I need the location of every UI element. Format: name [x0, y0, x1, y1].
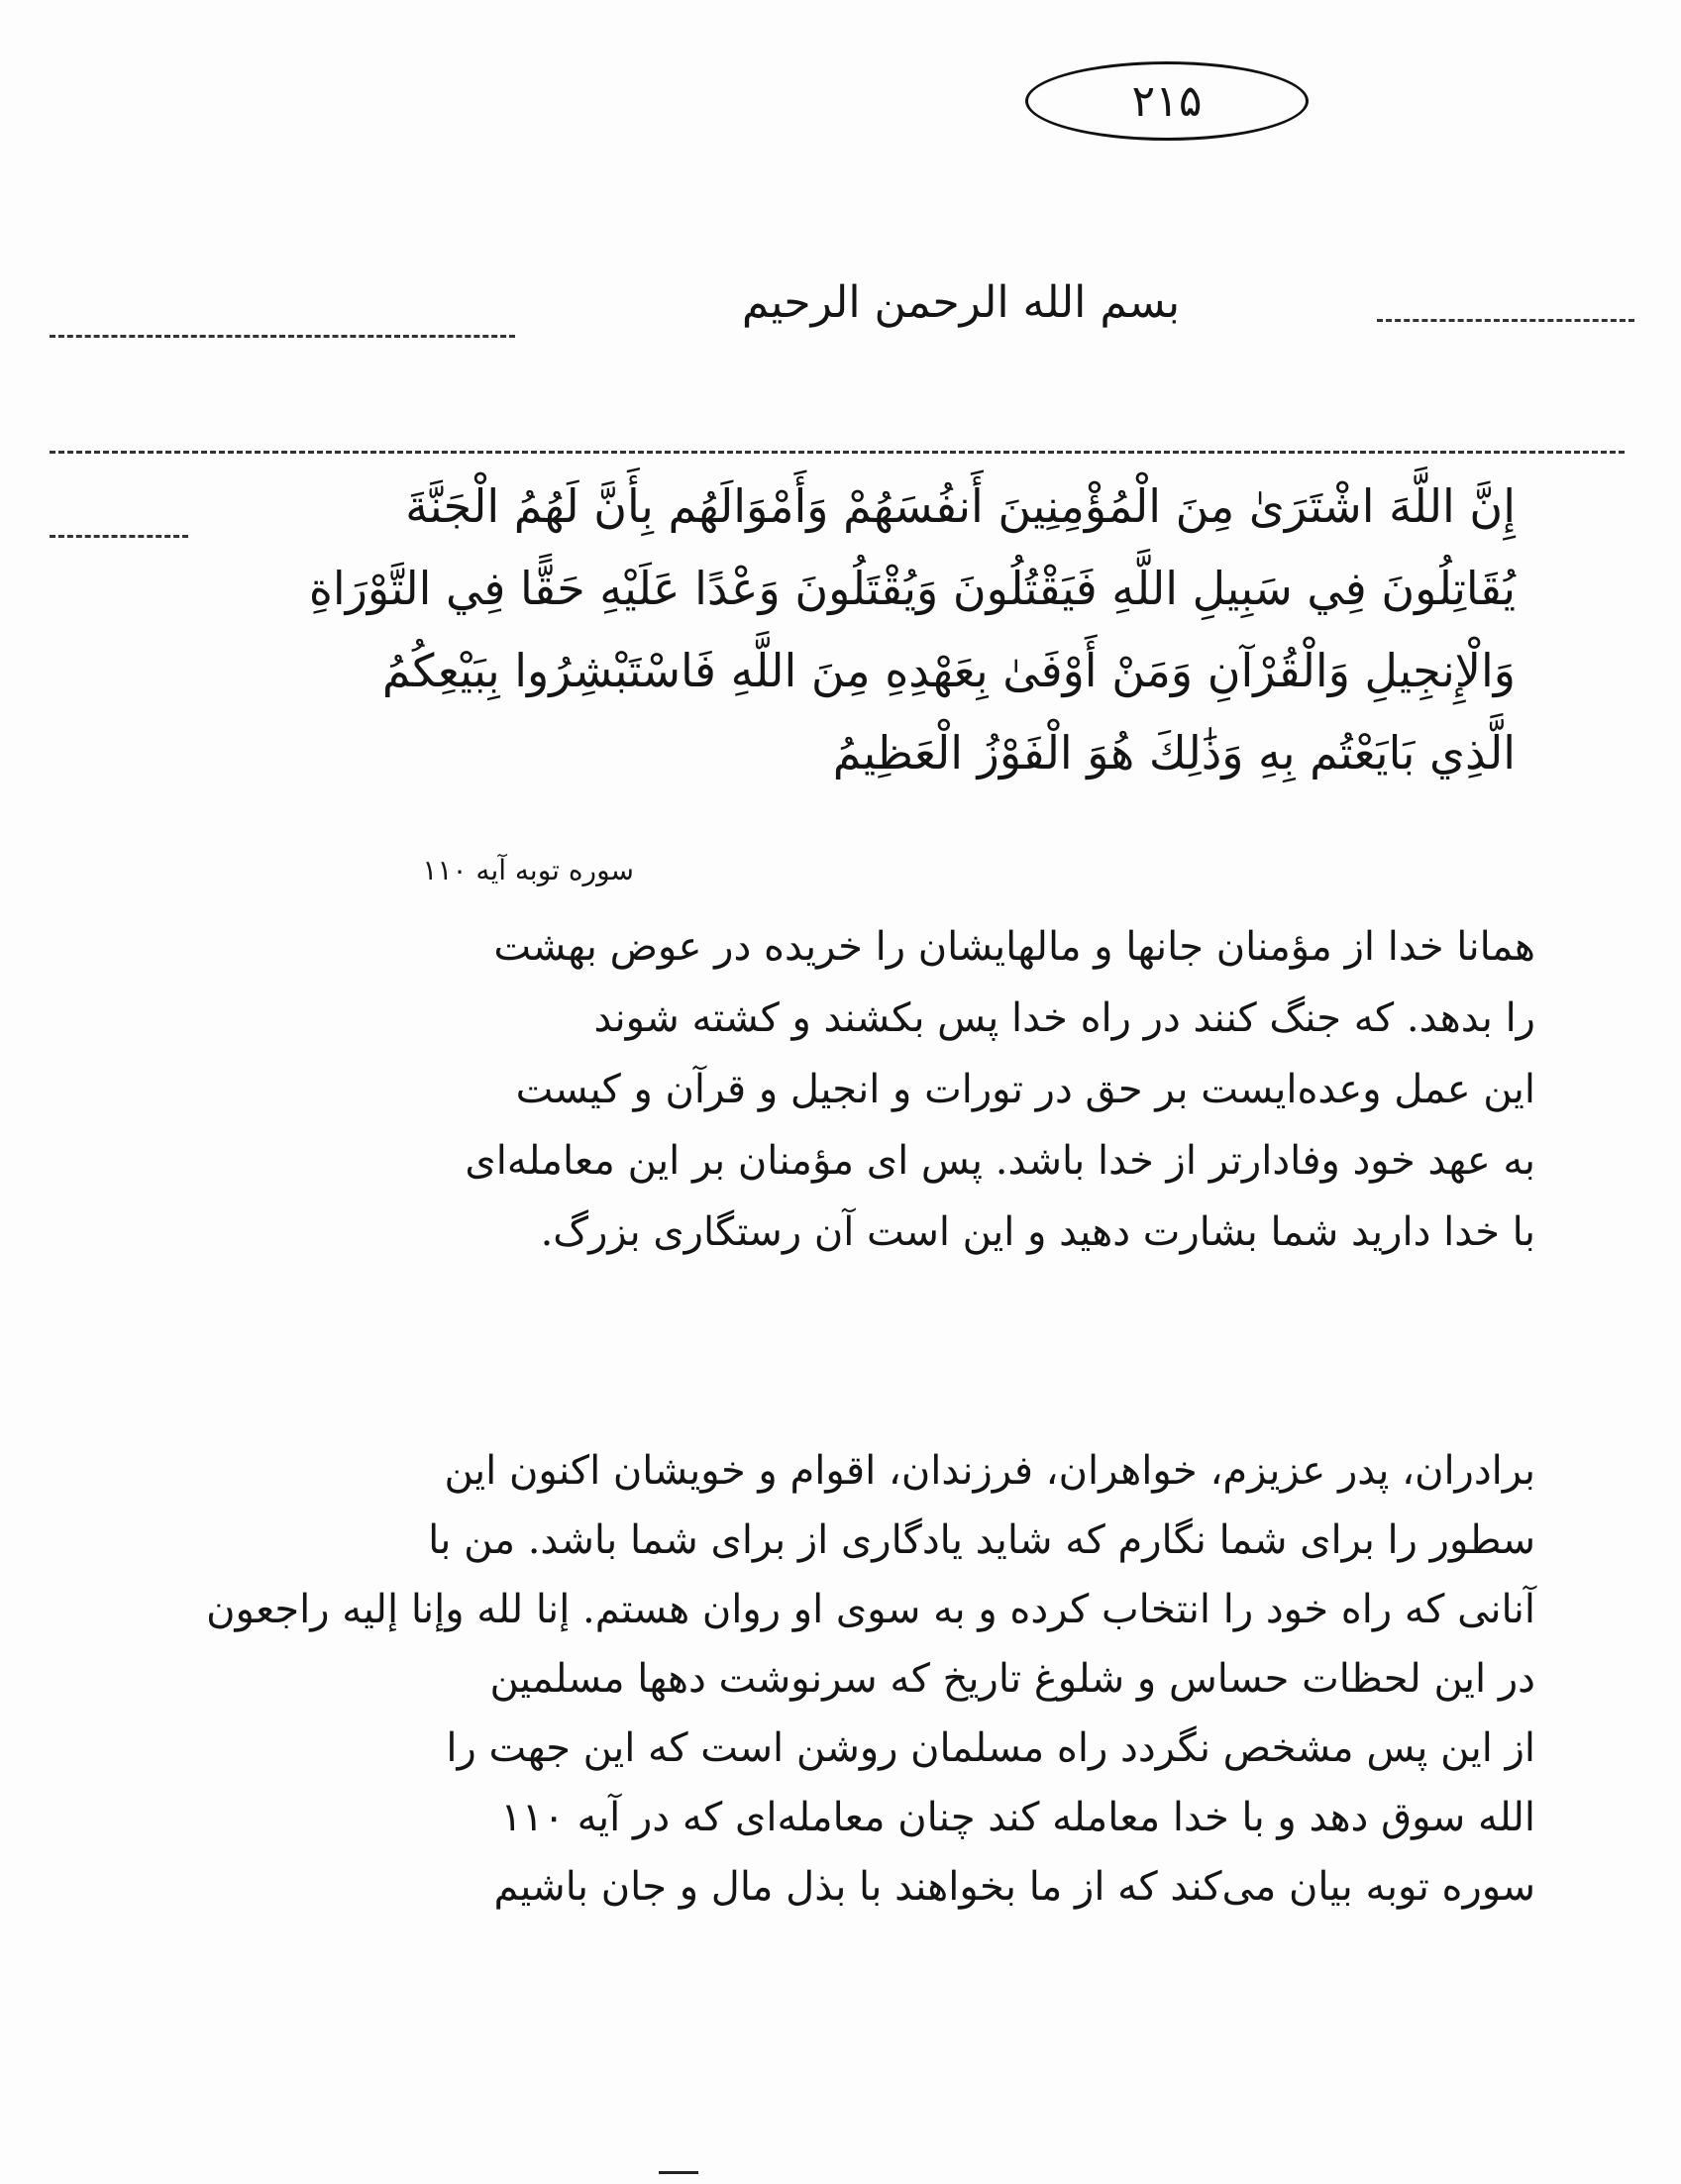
basmala-heading: بسم الله الرحمن الرحیم [741, 277, 1181, 328]
translation-line: همانا خدا از مؤمنان جانها و مالهایشان را خریده در عوض بهشت [493, 924, 1535, 970]
letter-block [168, 1436, 1535, 1922]
verse-block [188, 466, 1516, 794]
translation-line: با خدا دارید شما بشارت دهید و این است آن رستگاری بزرگ. [540, 1209, 1535, 1255]
bottom-mark [659, 2171, 698, 2174]
letter-line: سوره توبه بیان می‌کند که از ما بخواهند با بذل مال و جان باشیم [493, 1864, 1535, 1910]
translation-line: این عمل وعده‌ایست بر حق در تورات و انجیل و قرآن و کیست [515, 1067, 1535, 1112]
page-number-oval [1025, 61, 1309, 141]
translation-line: به عهد خود وفادارتر از خدا باشد. پس ای مؤمنان بر این معامله‌ای [465, 1138, 1535, 1184]
page-number: ۲۱۵ [1131, 75, 1203, 127]
dashed-rule [50, 451, 1625, 454]
letter-line: الله سوق دهد و با خدا معامله کند چنان معامله‌ای که در آیه ۱۱۰ [500, 1795, 1535, 1840]
verse-line: الَّذِي بَايَعْتُم بِهِ وَذَٰلِكَ هُوَ الْفَوْزُ الْعَظِيمُ [832, 726, 1516, 780]
verse-reference: سوره توبه آیه ۱۱۰ [422, 854, 634, 886]
dashed-rule [1377, 319, 1634, 322]
letter-line: در این لحظات حساس و شلوغ تاریخ که سرنوشت دهها مسلمین [489, 1656, 1535, 1702]
letter-line: از این پس مشخص نگردد راه مسلمان روشن است که این جهت را [446, 1725, 1535, 1771]
letter-line: آنانی که راه خود را انتخاب کرده و به سوی او روان هستم. إنا لله وإنا إليه راجعون [206, 1587, 1535, 1632]
dashed-rule [50, 535, 188, 538]
verse-line: إِنَّ اللَّهَ اشْتَرَىٰ مِنَ الْمُؤْمِنِينَ أَنفُسَهُمْ وَأَمْوَالَهُم بِأَنَّ لَهُمُ الْجَنَّةَ [405, 479, 1516, 533]
dashed-rule [50, 335, 515, 338]
letter-line: سطور را برای شما نگارم که شاید یادگاری از برای شما باشد. من با [428, 1517, 1535, 1563]
verse-line: وَالْإِنجِيلِ وَالْقُرْآنِ وَمَنْ أَوْفَىٰ بِعَهْدِهِ مِنَ اللَّهِ فَاسْتَبْشِرُوا بِبَيْعِكُمُ [381, 644, 1516, 697]
verse-line: يُقَاتِلُونَ فِي سَبِيلِ اللَّهِ فَيَقْتُلُونَ وَيُقْتَلُونَ وَعْدًا عَلَيْهِ حَقًّا فِي التَّوْرَاةِ [308, 562, 1516, 615]
translation-block [168, 911, 1535, 1268]
translation-line: را بدهد. که جنگ کنند در راه خدا پس بکشند و کشته شوند [593, 995, 1535, 1041]
letter-line: برادران، پدر عزیزم، خواهران، فرزندان، اقوام و خویشان اکنون این [444, 1448, 1535, 1494]
